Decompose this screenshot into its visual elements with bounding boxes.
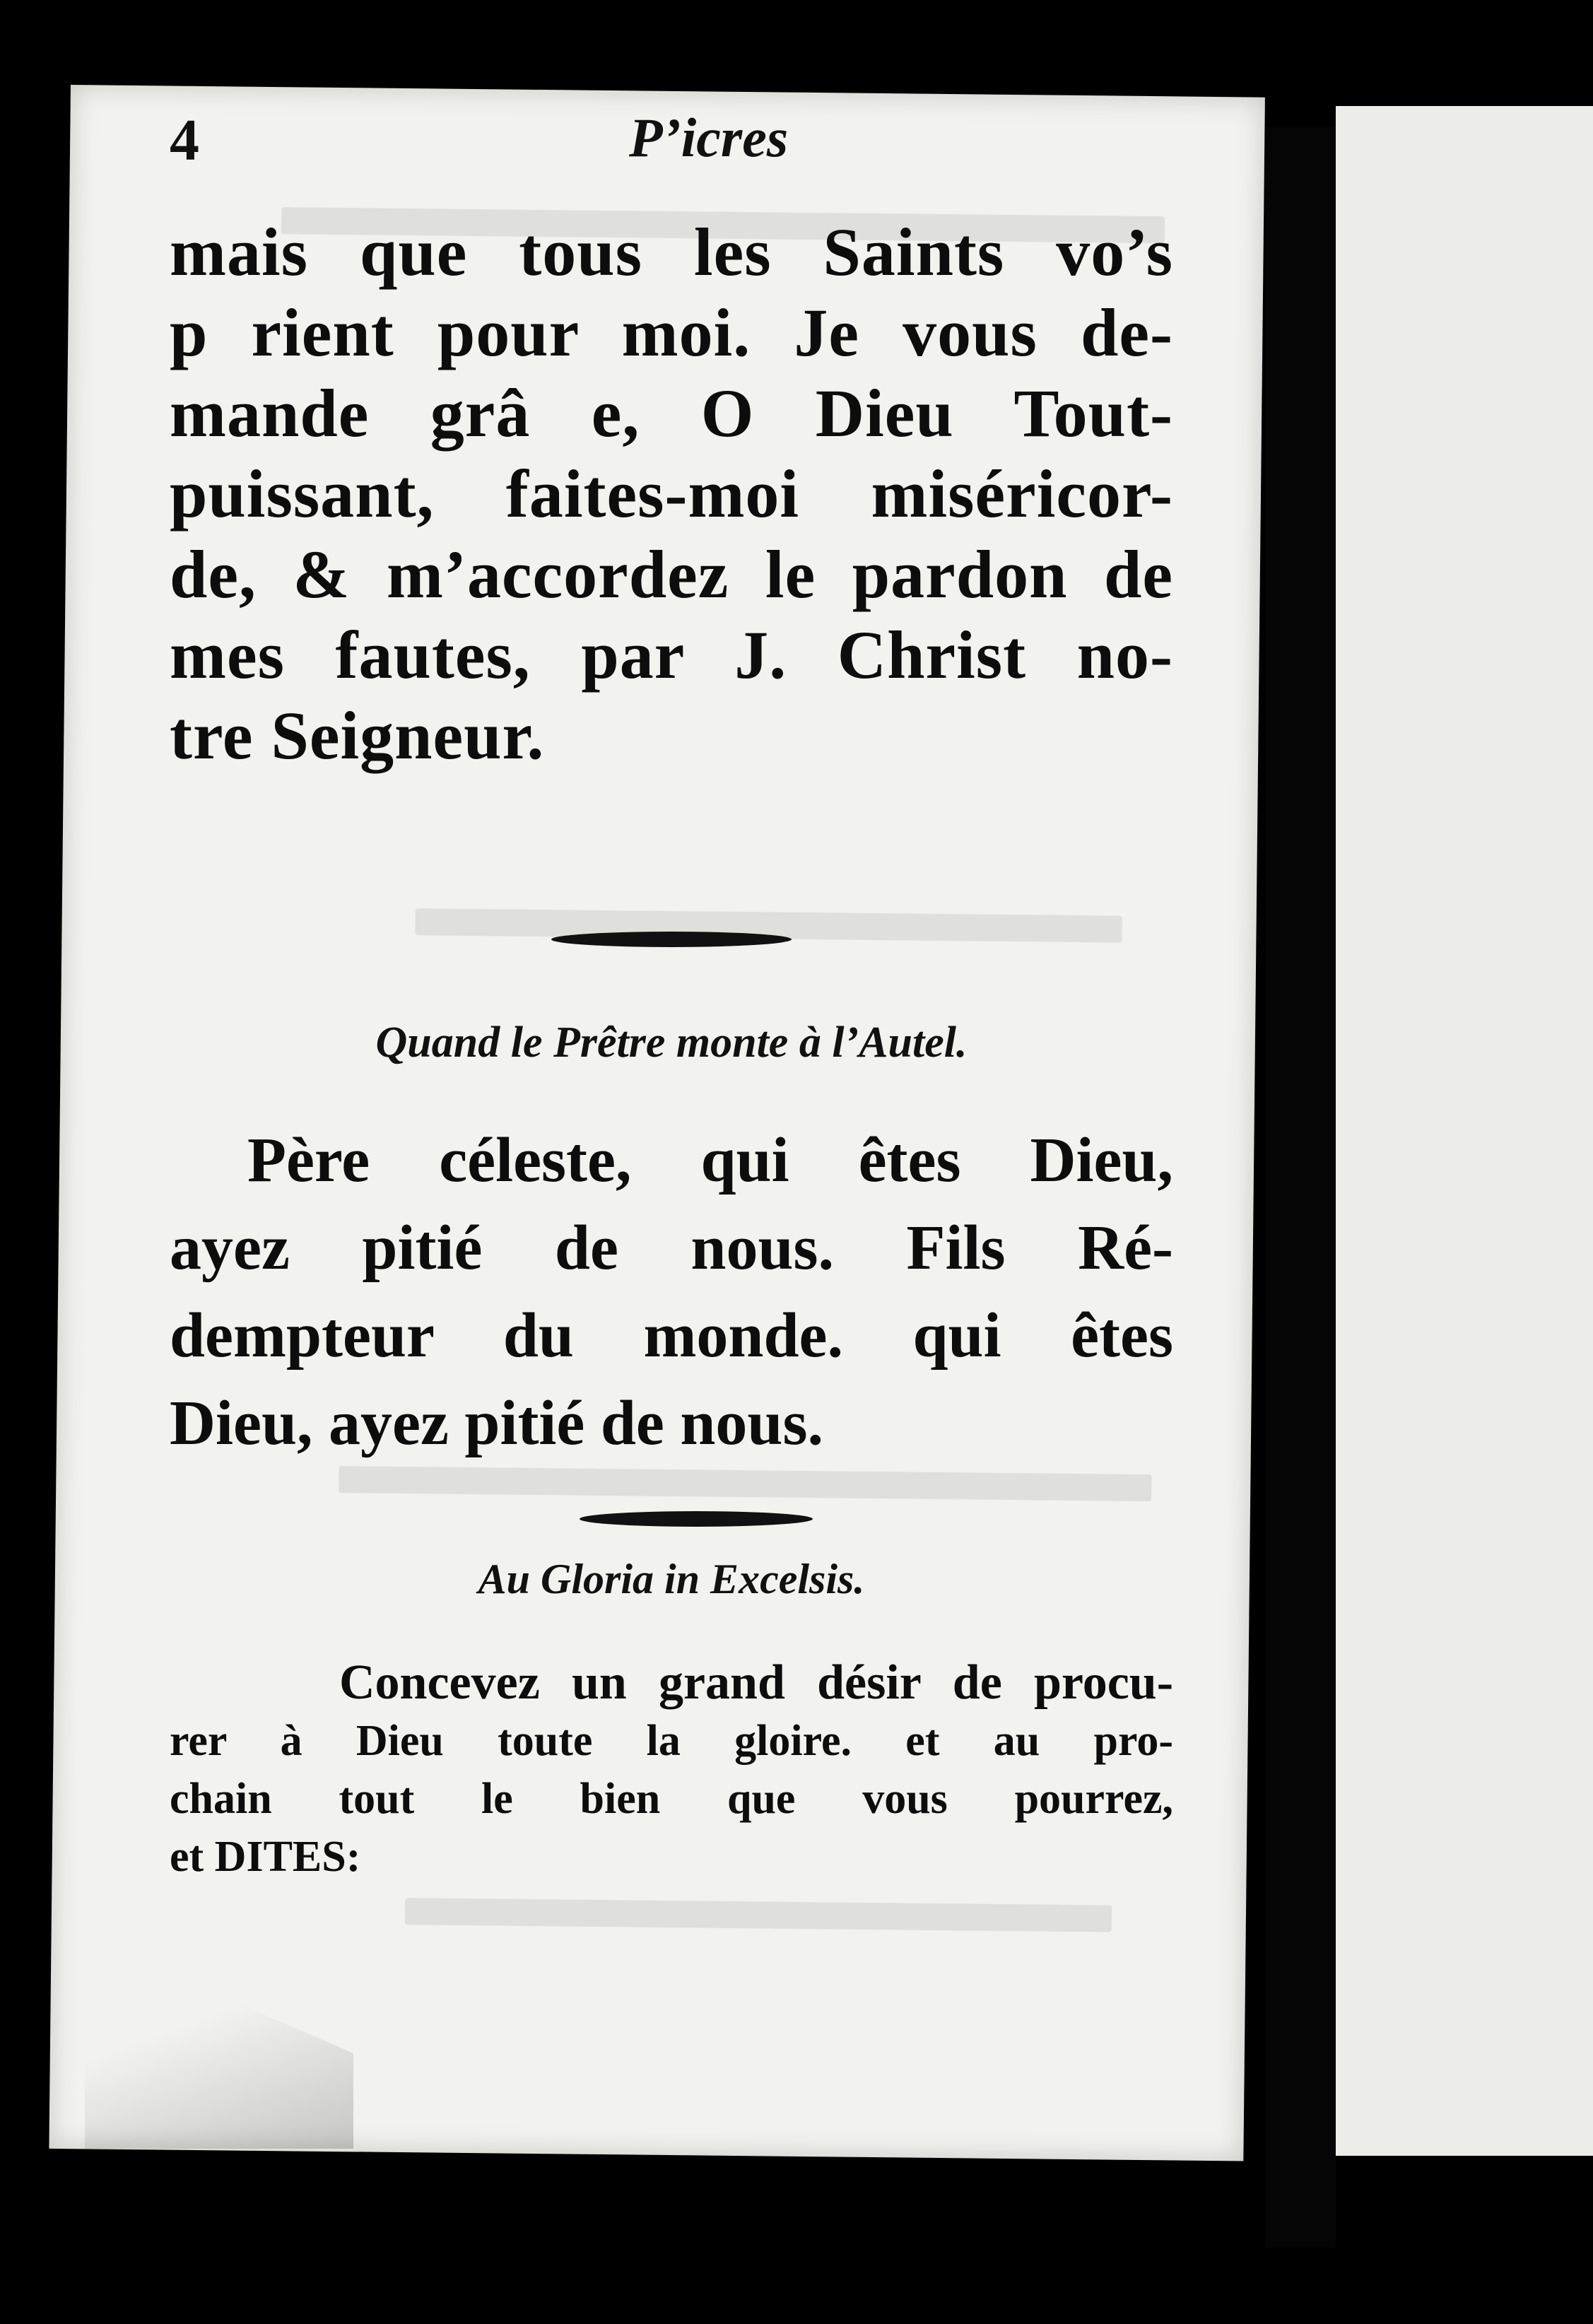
text-line: puissant, faites-moi miséricor-	[170, 456, 1173, 532]
paragraph-prayer-2	[170, 1117, 1173, 1467]
text-line: rer à Dieu toute la gloire. et au pro-	[170, 1717, 1173, 1765]
text-line: mes fautes, par J. Christ no-	[170, 617, 1173, 693]
text-line: mais que tous les Saints vo’s	[170, 214, 1173, 290]
page-gutter	[1265, 127, 1336, 2248]
running-head-title: P’icres	[629, 107, 789, 168]
text-line: Dieu, ayez pitié de nous.	[170, 1388, 824, 1458]
text-line: Concevez un grand désir de procu-	[339, 1655, 1173, 1710]
section-heading-autel: Quand le Prêtre monte à l’Autel.	[375, 1019, 968, 1067]
text-line: ayez pitié de nous. Fils Ré-	[170, 1213, 1173, 1283]
text-line: de, & m’accordez le pardon de	[170, 536, 1173, 612]
running-head	[170, 106, 1159, 184]
text-line: chain tout le bien que vous pourrez,	[170, 1775, 1173, 1823]
paragraph-instruction	[170, 1654, 1173, 1886]
show-through-text	[339, 1466, 1151, 1501]
ornamental-rule	[580, 1511, 813, 1527]
text-line: mande grâ e, O Dieu Tout-	[170, 375, 1173, 451]
text-line: et DITES:	[170, 1833, 361, 1881]
paragraph-prayer-1	[170, 212, 1173, 776]
page-number: 4	[170, 107, 199, 173]
text-line: Père céleste, qui êtes Dieu,	[247, 1125, 1173, 1195]
show-through-text	[405, 1898, 1112, 1932]
text-line: p rient pour moi. Je vous de-	[170, 295, 1173, 370]
ornamental-rule	[551, 932, 792, 947]
text-line: tre Seigneur.	[170, 698, 545, 773]
text-line: dempteur du monde. qui êtes	[170, 1301, 1173, 1371]
facing-page-edge	[1336, 106, 1593, 2156]
section-heading-gloria: Au Gloria in Excelsis.	[478, 1556, 865, 1602]
